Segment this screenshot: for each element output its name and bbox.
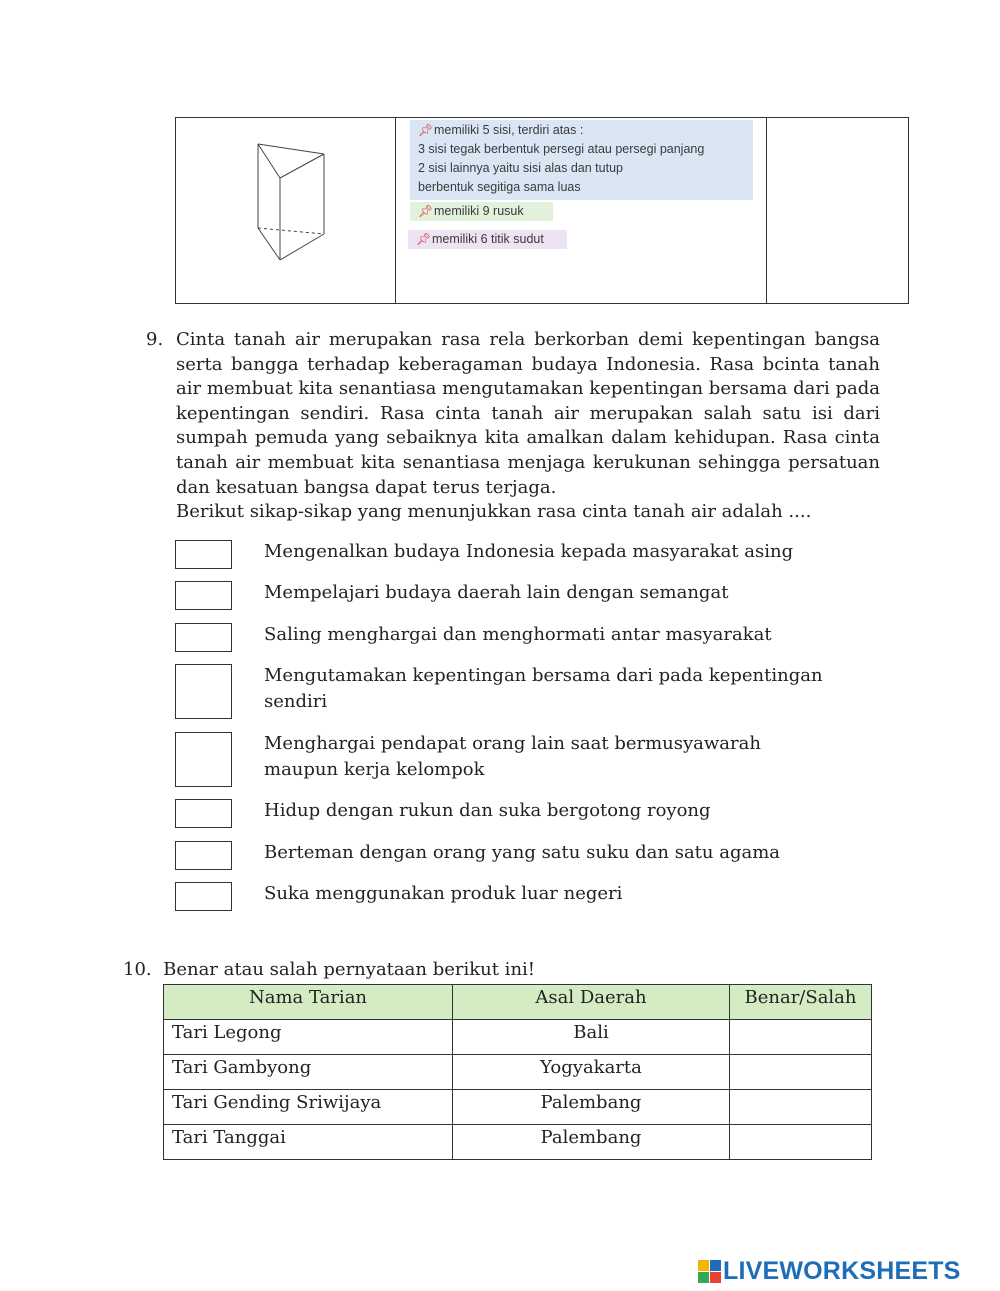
liveworksheets-logo — [698, 1255, 961, 1287]
question-9-number: 9. — [146, 329, 164, 350]
region-cell: Bali — [453, 1020, 730, 1055]
dance-table — [163, 984, 872, 1160]
logo-text: LIVEWORKSHEETS — [723, 1256, 961, 1285]
dance-name-cell: Tari Gambyong — [164, 1055, 453, 1090]
table-row — [164, 1125, 872, 1160]
region-cell: Yogyakarta — [453, 1055, 730, 1090]
faces-line-3: 2 sisi lainnya yaitu sisi alas dan tutup — [418, 161, 623, 175]
option-label-8: Suka menggunakan produk luar negeri — [264, 883, 623, 904]
option-label-7: Berteman dengan orang yang satu suku dan satu agama — [264, 842, 781, 863]
vertices-note — [408, 230, 567, 249]
answer-cell[interactable] — [730, 1020, 872, 1055]
liveworksheets-logo-icon — [698, 1260, 721, 1283]
dance-name-cell: Tari Tanggai — [164, 1125, 453, 1160]
edges-text: memiliki 9 rusuk — [434, 204, 524, 218]
table-header-row — [164, 985, 872, 1020]
answer-cell[interactable] — [730, 1055, 872, 1090]
option-checkbox-7[interactable] — [175, 841, 232, 870]
pushpin-icon: 📌︎ — [416, 232, 432, 246]
header-true-false: Benar/Salah — [730, 985, 872, 1020]
table-row — [164, 1020, 872, 1055]
pushpin-icon: 📌︎ — [418, 123, 434, 137]
table-row — [164, 1090, 872, 1125]
option-checkbox-1[interactable] — [175, 540, 232, 569]
question-9-prompt: Berikut sikap-sikap yang menunjukkan rasa cinta tanah air adalah .... — [176, 501, 812, 523]
option-label-1: Mengenalkan budaya Indonesia kepada masyarakat asing — [264, 541, 794, 562]
edges-note — [410, 202, 553, 221]
option-checkbox-3[interactable] — [175, 623, 232, 652]
answer-cell[interactable] — [730, 1125, 872, 1160]
option-checkbox-4[interactable] — [175, 664, 232, 719]
vertices-text: memiliki 6 titik sudut — [432, 232, 544, 246]
region-cell: Palembang — [453, 1090, 730, 1125]
answer-cell[interactable] — [730, 1090, 872, 1125]
table-row — [164, 1055, 872, 1090]
triangular-prism-figure — [254, 140, 334, 260]
faces-line-4: berbentuk segitiga sama luas — [418, 180, 581, 194]
option-checkbox-5[interactable] — [175, 732, 232, 787]
question-10-number: 10. — [123, 959, 152, 980]
option-label-6: Hidup dengan rukun dan suka bergotong royong — [264, 800, 711, 821]
prism-properties-cell — [396, 118, 767, 304]
pushpin-icon: 📌︎ — [418, 204, 434, 218]
dance-name-cell: Tari Legong — [164, 1020, 453, 1055]
option-checkbox-2[interactable] — [175, 581, 232, 610]
option-checkbox-6[interactable] — [175, 799, 232, 828]
header-region: Asal Daerah — [453, 985, 730, 1020]
option-label-5: Menghargai pendapat orang lain saat bermusyawarah maupun kerja kelompok — [264, 733, 761, 780]
question-10-title: Benar atau salah pernyataan berikut ini! — [163, 959, 536, 980]
question-9-body — [176, 328, 880, 525]
dance-name-cell: Tari Gending Sriwijaya — [164, 1090, 453, 1125]
faces-line-2: 3 sisi tegak berbentuk persegi atau persegi panjang — [418, 142, 705, 156]
question-9-paragraph: Cinta tanah air merupakan rasa rela berkorban demi kepentingan bangsa serta bangga terhadap keberagaman budaya Indonesia. Rasa bcinta tanah air membuat kita senantiasa mengutamakan kepentingan bersama dari pada kepentingan sendiri. Rasa cinta tanah air merupakan salah satu isi dari sumpah pemuda yang sebaiknya kita amalkan dalam kehidupan. Rasa cinta tanah air membuat kita senantiasa menjaga kerukunan sehingga persatuan dan kesatuan bangsa dapat terus terjaga. — [176, 329, 880, 498]
option-label-3: Saling menghargai dan menghormati antar masyarakat — [264, 624, 772, 645]
option-label-4: Mengutamakan kepentingan bersama dari pada kepentingan sendiri — [264, 665, 823, 712]
option-checkbox-8[interactable] — [175, 882, 232, 911]
option-label-2: Mempelajari budaya daerah lain dengan semangat — [264, 582, 729, 603]
faces-line-1: memiliki 5 sisi, terdiri atas : — [434, 123, 584, 137]
question-10-heading — [123, 957, 535, 983]
faces-note — [410, 120, 753, 200]
region-cell: Palembang — [453, 1125, 730, 1160]
header-dance-name: Nama Tarian — [164, 985, 453, 1020]
prism-answer-cell[interactable] — [767, 118, 909, 304]
prism-figure-cell — [176, 118, 396, 304]
prism-table — [175, 117, 909, 304]
